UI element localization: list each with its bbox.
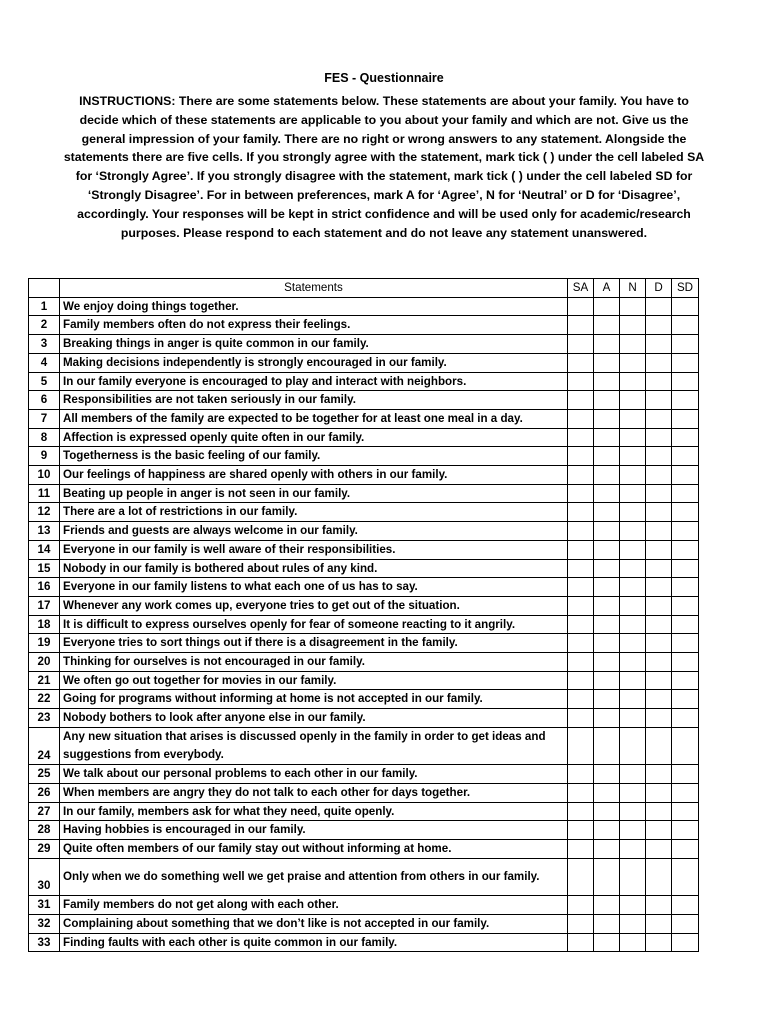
table-row	[29, 466, 699, 485]
response-cell-sd[interactable]	[672, 914, 699, 933]
row-number: 33	[29, 933, 60, 952]
response-cell-a[interactable]	[594, 335, 620, 354]
row-statement: Quite often members of our family stay out without informing at home.	[60, 840, 568, 859]
response-cell-sa[interactable]	[568, 634, 594, 653]
response-cell-d[interactable]	[646, 896, 672, 915]
response-cell-d[interactable]	[646, 840, 672, 859]
response-cell-n[interactable]	[620, 653, 646, 672]
response-cell-sa[interactable]	[568, 540, 594, 559]
response-cell-a[interactable]	[594, 428, 620, 447]
response-cell-sa[interactable]	[568, 914, 594, 933]
row-statement: Making decisions independently is strongly encouraged in our family.	[60, 353, 568, 372]
response-cell-d[interactable]	[646, 428, 672, 447]
row-number: 1	[29, 297, 60, 316]
response-cell-a[interactable]	[594, 353, 620, 372]
response-cell-sa[interactable]	[568, 391, 594, 410]
row-number: 19	[29, 634, 60, 653]
response-cell-sd[interactable]	[672, 596, 699, 615]
response-cell-n[interactable]	[620, 372, 646, 391]
response-cell-n[interactable]	[620, 503, 646, 522]
response-cell-a[interactable]	[594, 933, 620, 952]
row-number: 11	[29, 484, 60, 503]
response-cell-d[interactable]	[646, 578, 672, 597]
row-number: 6	[29, 391, 60, 410]
response-cell-sa[interactable]	[568, 447, 594, 466]
response-cell-a[interactable]	[594, 466, 620, 485]
row-statement: In our family everyone is encouraged to play and interact with neighbors.	[60, 372, 568, 391]
table-row	[29, 802, 699, 821]
response-cell-n[interactable]	[620, 596, 646, 615]
response-cell-n[interactable]	[620, 353, 646, 372]
response-cell-sa[interactable]	[568, 372, 594, 391]
table-row	[29, 840, 699, 859]
response-cell-n[interactable]	[620, 484, 646, 503]
response-cell-a[interactable]	[594, 802, 620, 821]
response-cell-sd[interactable]	[672, 634, 699, 653]
response-cell-n[interactable]	[620, 522, 646, 541]
response-cell-d[interactable]	[646, 858, 672, 895]
row-number: 28	[29, 821, 60, 840]
table-row	[29, 353, 699, 372]
response-cell-a[interactable]	[594, 596, 620, 615]
response-cell-d[interactable]	[646, 559, 672, 578]
response-cell-sa[interactable]	[568, 297, 594, 316]
response-cell-sa[interactable]	[568, 466, 594, 485]
row-statement: There are a lot of restrictions in our family.	[60, 503, 568, 522]
response-cell-sa[interactable]	[568, 690, 594, 709]
table-row	[29, 409, 699, 428]
response-cell-d[interactable]	[646, 653, 672, 672]
table-row	[29, 653, 699, 672]
response-cell-a[interactable]	[594, 914, 620, 933]
response-cell-a[interactable]	[594, 896, 620, 915]
header-a: A	[594, 279, 620, 298]
response-cell-a[interactable]	[594, 522, 620, 541]
row-number: 27	[29, 802, 60, 821]
response-cell-d[interactable]	[646, 727, 672, 764]
response-cell-sa[interactable]	[568, 858, 594, 895]
table-row	[29, 428, 699, 447]
row-statement: Family members often do not express their feelings.	[60, 316, 568, 335]
response-cell-d[interactable]	[646, 353, 672, 372]
table-body	[29, 297, 699, 952]
row-number: 32	[29, 914, 60, 933]
response-cell-sa[interactable]	[568, 709, 594, 728]
response-cell-d[interactable]	[646, 316, 672, 335]
row-statement: Everyone in our family is well aware of their responsibilities.	[60, 540, 568, 559]
response-cell-n[interactable]	[620, 783, 646, 802]
row-number: 17	[29, 596, 60, 615]
table-header-row	[29, 279, 699, 298]
response-cell-sd[interactable]	[672, 484, 699, 503]
table-row	[29, 765, 699, 784]
response-cell-d[interactable]	[646, 802, 672, 821]
response-cell-sa[interactable]	[568, 484, 594, 503]
response-cell-n[interactable]	[620, 335, 646, 354]
response-cell-sa[interactable]	[568, 409, 594, 428]
response-cell-n[interactable]	[620, 316, 646, 335]
table-row	[29, 727, 699, 764]
response-cell-d[interactable]	[646, 447, 672, 466]
header-number-cell	[29, 279, 60, 298]
row-statement: Having hobbies is encouraged in our family.	[60, 821, 568, 840]
table-row	[29, 372, 699, 391]
response-cell-sd[interactable]	[672, 297, 699, 316]
row-number: 10	[29, 466, 60, 485]
row-number: 2	[29, 316, 60, 335]
response-cell-n[interactable]	[620, 802, 646, 821]
row-statement: Only when we do something well we get praise and attention from others in our family.	[60, 858, 568, 895]
row-statement: Nobody bothers to look after anyone else in our family.	[60, 709, 568, 728]
row-statement: Family members do not get along with each other.	[60, 896, 568, 915]
response-cell-a[interactable]	[594, 783, 620, 802]
response-cell-d[interactable]	[646, 765, 672, 784]
row-statement: We talk about our personal problems to each other in our family.	[60, 765, 568, 784]
response-cell-d[interactable]	[646, 690, 672, 709]
row-statement: Going for programs without informing at home is not accepted in our family.	[60, 690, 568, 709]
row-number: 9	[29, 447, 60, 466]
response-cell-sa[interactable]	[568, 428, 594, 447]
table-row	[29, 914, 699, 933]
response-cell-n[interactable]	[620, 709, 646, 728]
row-statement: Thinking for ourselves is not encouraged in our family.	[60, 653, 568, 672]
table-row	[29, 671, 699, 690]
table-row	[29, 335, 699, 354]
response-cell-a[interactable]	[594, 578, 620, 597]
response-cell-sd[interactable]	[672, 578, 699, 597]
response-cell-a[interactable]	[594, 503, 620, 522]
row-number: 15	[29, 559, 60, 578]
response-cell-d[interactable]	[646, 783, 672, 802]
response-cell-sa[interactable]	[568, 653, 594, 672]
response-cell-sa[interactable]	[568, 353, 594, 372]
response-cell-a[interactable]	[594, 316, 620, 335]
instructions-paragraph: INSTRUCTIONS: There are some statements below. These statements are about your family. You have to decide which of these statements are applicable to you about your family and which are not. Give us the general impression of your family. There are no right or wrong answers to any statement. Alongside the statements there are five cells. If you strongly agree with the statement, mark tick ( ) under the cell labeled SA for ‘Strongly Agree’. If you strongly disagree with the statement, mark tick ( ) under the cell labeled SD for ‘Strongly Disagree’. For in between preferences, mark A for ‘Agree’, N for ‘Neutral’ or D for ‘Disagree’, accordingly. Your responses will be kept in strict confidence and will be used only for academic/research purposes. Please respond to each statement and do not leave any statement unanswered.	[63, 94, 705, 240]
response-cell-sd[interactable]	[672, 802, 699, 821]
table-row	[29, 783, 699, 802]
response-cell-d[interactable]	[646, 391, 672, 410]
table-row	[29, 316, 699, 335]
response-cell-sd[interactable]	[672, 821, 699, 840]
table-row	[29, 858, 699, 895]
row-statement: We enjoy doing things together.	[60, 297, 568, 316]
response-cell-a[interactable]	[594, 671, 620, 690]
header-n: N	[620, 279, 646, 298]
response-cell-sd[interactable]	[672, 372, 699, 391]
response-cell-sd[interactable]	[672, 933, 699, 952]
response-cell-n[interactable]	[620, 540, 646, 559]
row-statement: Affection is expressed openly quite often in our family.	[60, 428, 568, 447]
response-cell-a[interactable]	[594, 821, 620, 840]
response-cell-d[interactable]	[646, 540, 672, 559]
response-cell-sa[interactable]	[568, 802, 594, 821]
questionnaire-table	[28, 278, 699, 952]
row-number: 25	[29, 765, 60, 784]
row-number: 3	[29, 335, 60, 354]
response-cell-sa[interactable]	[568, 765, 594, 784]
response-cell-sd[interactable]	[672, 615, 699, 634]
table-row	[29, 391, 699, 410]
response-cell-n[interactable]	[620, 634, 646, 653]
row-number: 7	[29, 409, 60, 428]
table-row	[29, 615, 699, 634]
row-number: 12	[29, 503, 60, 522]
row-statement: Whenever any work comes up, everyone tries to get out of the situation.	[60, 596, 568, 615]
response-cell-a[interactable]	[594, 840, 620, 859]
response-cell-a[interactable]	[594, 447, 620, 466]
response-cell-sa[interactable]	[568, 578, 594, 597]
response-cell-sd[interactable]	[672, 653, 699, 672]
row-statement: Everyone tries to sort things out if there is a disagreement in the family.	[60, 634, 568, 653]
row-number: 16	[29, 578, 60, 597]
response-cell-sd[interactable]	[672, 783, 699, 802]
response-cell-a[interactable]	[594, 709, 620, 728]
response-cell-d[interactable]	[646, 503, 672, 522]
page-title: FES - Questionnaire	[324, 71, 444, 85]
response-cell-n[interactable]	[620, 447, 646, 466]
response-cell-sd[interactable]	[672, 353, 699, 372]
response-cell-sd[interactable]	[672, 522, 699, 541]
row-number: 31	[29, 896, 60, 915]
response-cell-sd[interactable]	[672, 447, 699, 466]
header-d: D	[646, 279, 672, 298]
response-cell-a[interactable]	[594, 765, 620, 784]
response-cell-d[interactable]	[646, 634, 672, 653]
response-cell-sd[interactable]	[672, 727, 699, 764]
row-statement: Friends and guests are always welcome in our family.	[60, 522, 568, 541]
row-number: 13	[29, 522, 60, 541]
response-cell-a[interactable]	[594, 559, 620, 578]
response-cell-n[interactable]	[620, 933, 646, 952]
row-number: 14	[29, 540, 60, 559]
response-cell-sd[interactable]	[672, 840, 699, 859]
response-cell-sa[interactable]	[568, 783, 594, 802]
response-cell-d[interactable]	[646, 297, 672, 316]
response-cell-d[interactable]	[646, 821, 672, 840]
response-cell-d[interactable]	[646, 709, 672, 728]
row-number: 5	[29, 372, 60, 391]
row-statement: When members are angry they do not talk to each other for days together.	[60, 783, 568, 802]
row-statement: Finding faults with each other is quite common in our family.	[60, 933, 568, 952]
response-cell-sd[interactable]	[672, 540, 699, 559]
response-cell-d[interactable]	[646, 615, 672, 634]
response-cell-a[interactable]	[594, 484, 620, 503]
header-statements: Statements	[60, 279, 568, 298]
response-cell-a[interactable]	[594, 727, 620, 764]
response-cell-a[interactable]	[594, 391, 620, 410]
row-statement: We often go out together for movies in our family.	[60, 671, 568, 690]
response-cell-sd[interactable]	[672, 671, 699, 690]
row-number: 29	[29, 840, 60, 859]
table-row	[29, 690, 699, 709]
response-cell-n[interactable]	[620, 578, 646, 597]
table-row	[29, 821, 699, 840]
response-cell-d[interactable]	[646, 409, 672, 428]
response-cell-sa[interactable]	[568, 671, 594, 690]
row-statement: Our feelings of happiness are shared openly with others in our family.	[60, 466, 568, 485]
response-cell-sa[interactable]	[568, 335, 594, 354]
header-sa: SA	[568, 279, 594, 298]
row-statement: Breaking things in anger is quite common in our family.	[60, 335, 568, 354]
response-cell-sd[interactable]	[672, 316, 699, 335]
row-statement: Nobody in our family is bothered about rules of any kind.	[60, 559, 568, 578]
response-cell-n[interactable]	[620, 914, 646, 933]
row-statement: All members of the family are expected to be together for at least one meal in a day.	[60, 409, 568, 428]
response-cell-sd[interactable]	[672, 503, 699, 522]
table-row	[29, 634, 699, 653]
response-cell-sa[interactable]	[568, 933, 594, 952]
response-cell-sa[interactable]	[568, 522, 594, 541]
row-statement: In our family, members ask for what they need, quite openly.	[60, 802, 568, 821]
response-cell-a[interactable]	[594, 615, 620, 634]
row-statement: Everyone in our family listens to what each one of us has to say.	[60, 578, 568, 597]
row-number: 22	[29, 690, 60, 709]
row-statement: Any new situation that arises is discussed openly in the family in order to get ideas and suggestions from everybody.	[60, 727, 568, 764]
table-row	[29, 522, 699, 541]
table-row	[29, 709, 699, 728]
response-cell-sd[interactable]	[672, 335, 699, 354]
row-statement: It is difficult to express ourselves openly for fear of someone reacting to it angrily.	[60, 615, 568, 634]
response-cell-n[interactable]	[620, 727, 646, 764]
response-cell-n[interactable]	[620, 690, 646, 709]
row-number: 23	[29, 709, 60, 728]
response-cell-a[interactable]	[594, 372, 620, 391]
row-number: 20	[29, 653, 60, 672]
table-row	[29, 447, 699, 466]
response-cell-d[interactable]	[646, 671, 672, 690]
row-number: 4	[29, 353, 60, 372]
response-cell-d[interactable]	[646, 484, 672, 503]
response-cell-sd[interactable]	[672, 690, 699, 709]
response-cell-n[interactable]	[620, 765, 646, 784]
row-number: 30	[29, 858, 60, 895]
response-cell-sa[interactable]	[568, 896, 594, 915]
response-cell-n[interactable]	[620, 896, 646, 915]
response-cell-d[interactable]	[646, 335, 672, 354]
response-cell-a[interactable]	[594, 634, 620, 653]
response-cell-sd[interactable]	[672, 709, 699, 728]
response-cell-n[interactable]	[620, 671, 646, 690]
response-cell-n[interactable]	[620, 821, 646, 840]
response-cell-sd[interactable]	[672, 858, 699, 895]
row-number: 26	[29, 783, 60, 802]
response-cell-a[interactable]	[594, 858, 620, 895]
response-cell-a[interactable]	[594, 297, 620, 316]
response-cell-n[interactable]	[620, 297, 646, 316]
row-statement: Complaining about something that we don’t like is not accepted in our family.	[60, 914, 568, 933]
response-cell-n[interactable]	[620, 428, 646, 447]
response-cell-n[interactable]	[620, 559, 646, 578]
response-cell-sd[interactable]	[672, 466, 699, 485]
row-number: 8	[29, 428, 60, 447]
response-cell-sa[interactable]	[568, 559, 594, 578]
row-number: 18	[29, 615, 60, 634]
table-row	[29, 896, 699, 915]
table-row	[29, 933, 699, 952]
response-cell-sd[interactable]	[672, 391, 699, 410]
table-row	[29, 503, 699, 522]
row-number: 24	[29, 727, 60, 764]
response-cell-a[interactable]	[594, 409, 620, 428]
row-statement: Responsibilities are not taken seriously in our family.	[60, 391, 568, 410]
row-statement: Beating up people in anger is not seen in our family.	[60, 484, 568, 503]
table-row	[29, 540, 699, 559]
table-row	[29, 297, 699, 316]
response-cell-d[interactable]	[646, 372, 672, 391]
response-cell-n[interactable]	[620, 391, 646, 410]
response-cell-sd[interactable]	[672, 765, 699, 784]
response-cell-a[interactable]	[594, 690, 620, 709]
response-cell-d[interactable]	[646, 522, 672, 541]
response-cell-sa[interactable]	[568, 316, 594, 335]
row-statement: Togetherness is the basic feeling of our family.	[60, 447, 568, 466]
response-cell-sa[interactable]	[568, 596, 594, 615]
response-cell-sa[interactable]	[568, 821, 594, 840]
table-row	[29, 484, 699, 503]
response-cell-n[interactable]	[620, 858, 646, 895]
response-cell-sd[interactable]	[672, 428, 699, 447]
response-cell-d[interactable]	[646, 914, 672, 933]
response-cell-sd[interactable]	[672, 559, 699, 578]
response-cell-a[interactable]	[594, 653, 620, 672]
response-cell-a[interactable]	[594, 540, 620, 559]
response-cell-d[interactable]	[646, 466, 672, 485]
response-cell-sa[interactable]	[568, 727, 594, 764]
response-cell-n[interactable]	[620, 409, 646, 428]
response-cell-sa[interactable]	[568, 615, 594, 634]
response-cell-n[interactable]	[620, 466, 646, 485]
response-cell-n[interactable]	[620, 840, 646, 859]
response-cell-sa[interactable]	[568, 503, 594, 522]
response-cell-d[interactable]	[646, 933, 672, 952]
response-cell-sd[interactable]	[672, 409, 699, 428]
response-cell-sd[interactable]	[672, 896, 699, 915]
response-cell-n[interactable]	[620, 615, 646, 634]
table-row	[29, 578, 699, 597]
response-cell-d[interactable]	[646, 596, 672, 615]
table-row	[29, 596, 699, 615]
row-number: 21	[29, 671, 60, 690]
table-row	[29, 559, 699, 578]
header-sd: SD	[672, 279, 699, 298]
response-cell-sa[interactable]	[568, 840, 594, 859]
